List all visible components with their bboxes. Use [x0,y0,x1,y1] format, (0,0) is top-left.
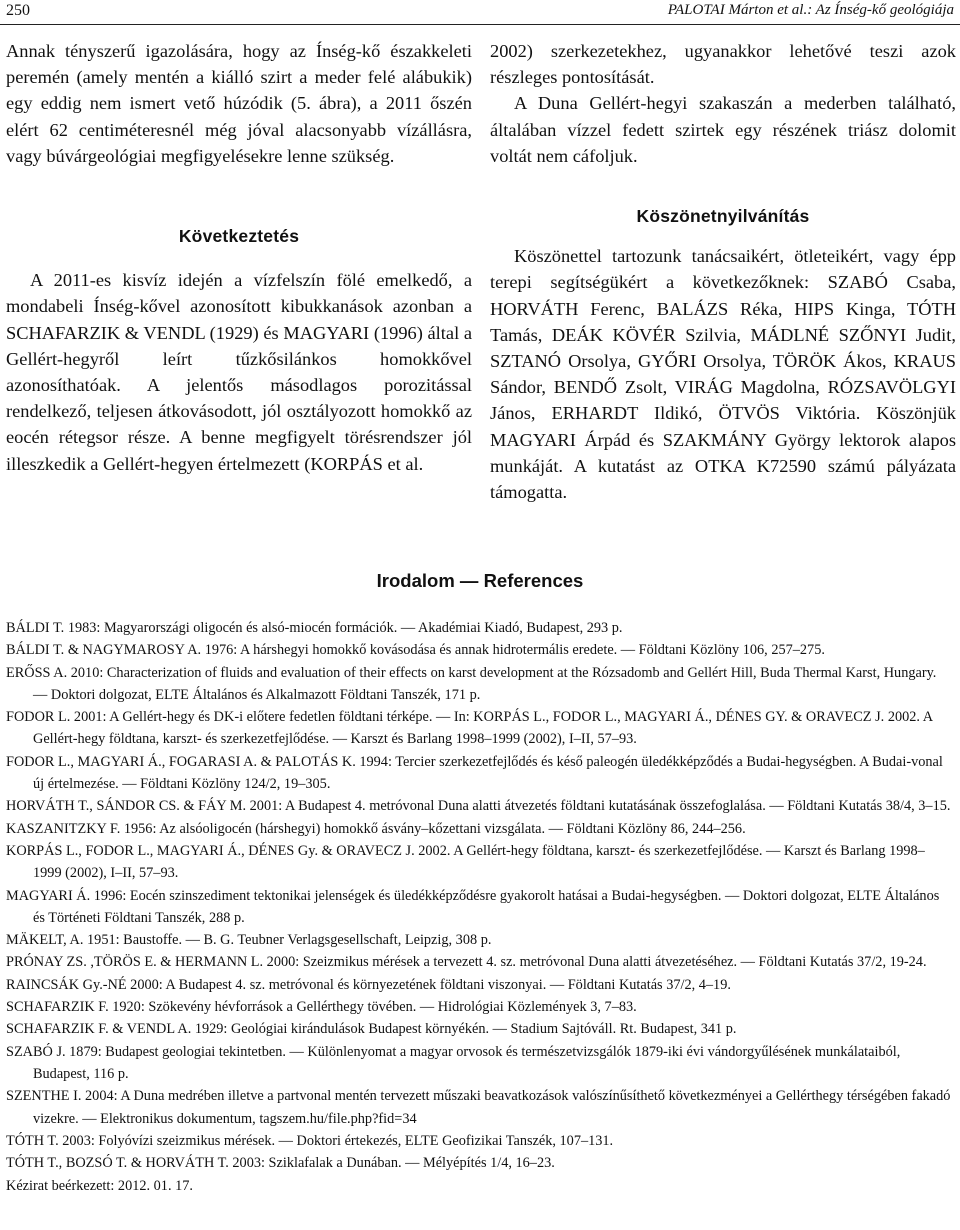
running-title: PALOTAI Márton et al.: Az Ínség-kő geológiája [667,2,954,18]
reference-item: TÓTH T., BOZSÓ T. & HORVÁTH T. 2003: Sziklafalak a Dunában. — Mélyépítés 1/4, 16–23. [6,1155,555,1172]
reference-item: PRÓNAY ZS. ,TÖRÖS E. & HERMANN L. 2000: Szeizmikus mérések a tervezett 4. sz. metróvonal Duna alatti átvezetéséhez. — Földtani Kutatás 37/2, 19-24. [6,954,927,971]
continued-paragraph: 2002) szerkezetekhez, ugyanakkor lehetővé teszi azok részleges pontosítását. [490,41,956,88]
reference-item: ERŐSS A. 2010: Characterization of fluids and evaluation of their effects on karst development at the Rózsadomb and Gellért Hill, Buda Thermal Karst, Hungary. — Doktori dolgozat, ELTE Általános és Alkalmazott Földtani Tanszék, 171 p. [6,664,937,703]
reference-item: BÁLDI T. & NAGYMAROSY A. 1976: A hárshegyi homokkő kovásodása és annak hidrotermális eredete. — Földtani Közlöny 106, 257–275. [6,642,825,659]
manuscript-received: Kézirat beérkezett: 2012. 01. 17. [6,1178,193,1195]
reference-item: RAINCSÁK Gy.-NÉ 2000: A Budapest 4. sz. metróvonal és környezetének földtani viszonyai. — Földtani Kutatás 37/2, 4–19. [6,976,731,993]
conclusion-paragraph: A 2011-es kisvíz idején a vízfelszín fölé emelkedő, a mondabeli Ínség-kővel azonosított kibukkanások azonban a SCHAFARZIK & VENDL (1929) és MAGYARI (1996) által a Gellért-hegyről leírt tűzkősilánkos homokkővel azonosíthatóak. A jelentős másodlagos porozitással rendelkező, teljesen átkovásodott, jól osztályozott homokkő az eocén rétegsor része. A benne megfigyelt törésrendszer jól illeszkedik a Gellért-hegyen értelmezett (KORPÁS et al. [6,270,472,474]
reference-item: BÁLDI T. 1983: Magyarországi oligocén és alsó-miocén formációk. — Akadémiai Kiadó, Budapest, 293 p. [6,620,623,636]
reference-item: FODOR L. 2001: A Gellért-hegy és DK-i előtere fedetlen földtani térképe. — In: KORPÁS L., FODOR L., MAGYARI Á., DÉNES GY. & ORAVECZ J. 2002. A Gellért-hegy földtana, karszt- és szerkezetfejlődése. — Karszt és Barlang 1998–1999 (2002), I–II, 57–93. [6,709,933,748]
reference-item: HORVÁTH T., SÁNDOR CS. & FÁY M. 2001: A Budapest 4. metróvonal Duna alatti átvezetés földtani kutatásának összefoglalása. — Földtani Kutatás 38/4, 3–15. [6,798,951,815]
acknowledgements-heading: Köszönetnyilvánítás [636,206,810,227]
right-column [490,38,956,505]
reference-item: SZENTHE I. 2004: A Duna medrében illetve a partvonal mentén tervezett műszaki beavatkozások valószínűsíthető következményei a Gellérthegy térségében fakadó vizekre. — Elektronikus dokumentum, tagszem.hu/file.php?fid=34 [6,1088,951,1127]
intro-paragraph: Annak tényszerű igazolására, hogy az Ínség-kő északkeleti peremén (amely mentén a kiálló szirt a meder felé alábukik) egy eddig nem ismert vető húzódik (5. ábra), a 2011 őszén elért 62 centiméteresnél még jóval alacsonyabb vízállásra, vagy búvárgeológiai megfigyelésekre lenne szükség. [6,41,472,166]
page-header [0,0,960,24]
reference-item: MÄKELT, A. 1951: Baustoffe. — B. G. Teubner Verlagsgesellschaft, Leipzig, 308 p. [6,932,492,949]
acknowledgements-paragraph: Köszönettel tartozunk tanácsaikért, ötleteikért, vagy épp terepi segítségükért a következőknek: SZABÓ Csaba, HORVÁTH Ferenc, BALÁZS Réka, HIPS Kinga, TÓTH Tamás, DEÁK KÖVÉR Szilvia, MÁDLNÉ SZŐNYI Judit, SZTANÓ Orsolya, GYŐRI Orsolya, TÖRÖK Ákos, KRAUS Sándor, BENDŐ Zsolt, VIRÁG Magdolna, RÓZSAVÖLGYI János, ERHARDT Ildikó, ÖTVÖS Viktória. Köszönjük MAGYARI Árpád és SZAKMÁNY György lektorok alapos munkáját. A kutatást az OTKA K72590 számú pályázata támogatta. [490,246,956,503]
left-column [6,38,472,477]
reference-item: SCHAFARZIK F. 1920: Szökevény hévforrások a Gellérthegy tövében. — Hidrológiai Közlemények 3, 7–83. [6,999,637,1016]
references-title: Irodalom — References [376,570,584,591]
reference-item: KORPÁS L., FODOR L., MAGYARI Á., DÉNES Gy. & ORAVECZ J. 2002. A Gellért-hegy földtana, karszt- és szerkezetfejlődése. — Karszt és Barlang 1998–1999 (2002), I–II, 57–93. [6,842,925,882]
reference-item: TÓTH T. 2003: Folyóvízi szeizmikus mérések. — Doktori értekezés, ELTE Geofizikai Tanszék, 107–131. [6,1132,614,1149]
reference-item: FODOR L., MAGYARI Á., FOGARASI A. & PALOTÁS K. 1994: Tercier szerkezetfejlődés és késő paleogén üledékképződés a Budai-hegységben. A Budai-vonal új értelmezése. — Földtani Közlöny 124/2, 19–305. [6,753,943,793]
references-list [6,617,952,1198]
reference-item: MAGYARI Á. 1996: Eocén szinszediment tektonikai jelenségek és üledékképződésre gyakorolt hatásai a Budai-hegységben. — Doktori dolgozat, ELTE Általános és Történeti Földtani Tanszék, 288 p. [6,887,940,926]
reference-item: SZABÓ J. 1879: Budapest geologiai tekintetben. — Különlenyomat a magyar orvosok és természetvizsgálók 1879-iki évi vándorgyűlésének munkálataiból, Budapest, 116 p. [6,1043,901,1082]
page-number: 250 [6,2,30,19]
conclusion-heading: Következtetés [178,226,300,247]
reference-item: KASZANITZKY F. 1956: Az alsóoligocén (hárshegyi) homokkő ásvány–kőzettani vizsgálata. — Földtani Közlöny 86, 244–256. [6,820,746,837]
reference-item: SCHAFARZIK F. & VENDL A. 1929: Geológiai kirándulások Budapest környékén. — Stadium Sajtóváll. Rt. Budapest, 341 p. [6,1021,737,1038]
header-rule [0,24,960,25]
dolomit-paragraph: A Duna Gellért-hegyi szakaszán a mederben található, általában vízzel fedett szirtek egy részének triász dolomit voltát nem cáfoljuk. [490,93,956,166]
